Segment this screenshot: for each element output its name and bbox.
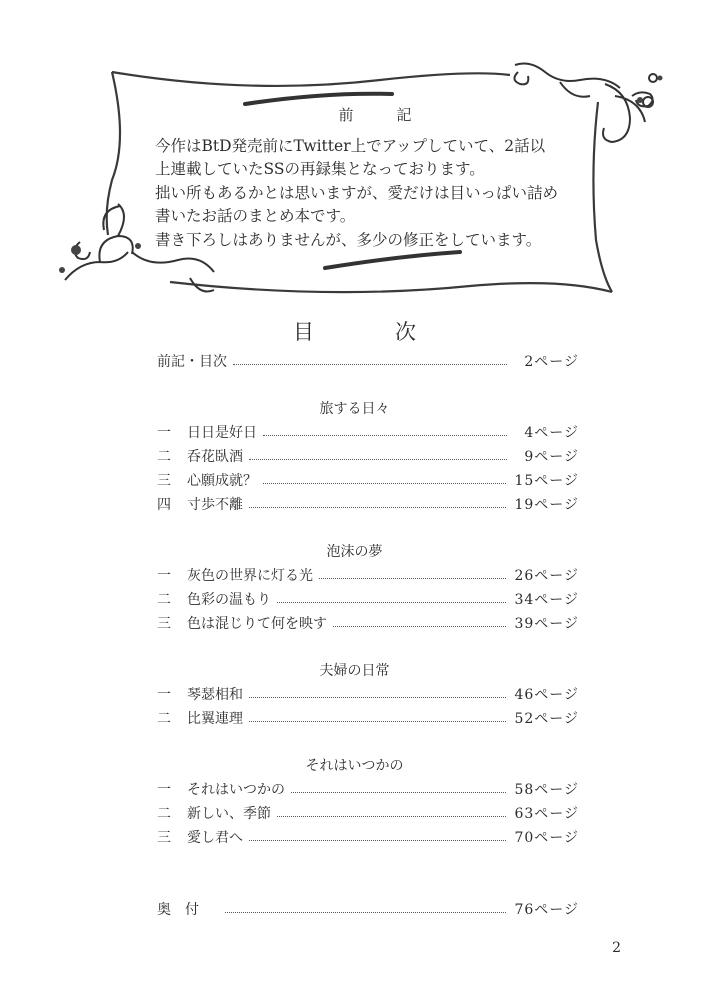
toc-entry (157, 804, 579, 824)
leader-dots (291, 792, 506, 793)
toc-entry-label: 灰色の世界に灯る光 (187, 568, 313, 584)
leader-dots (249, 507, 506, 508)
toc-entry-page: 9ページ (524, 449, 579, 465)
toc-entry-page: 19ページ (514, 497, 579, 513)
toc-entry-number: 二 (157, 711, 171, 727)
preface-section (155, 104, 595, 252)
preface-line: 上連載していたSSの再録集となっております。 (155, 160, 485, 178)
toc-entry-page: 4ページ (524, 425, 579, 441)
toc-entry-number: 一 (157, 425, 171, 441)
toc-entry-page: 46ページ (514, 687, 579, 703)
section-title: 夫婦の日常 (319, 663, 390, 679)
leader-dots (225, 912, 506, 913)
toc-entry-front (157, 352, 579, 372)
toc-entry-label: 色彩の温もり (187, 592, 271, 608)
toc-entry-label: 琴瑟相和 (187, 687, 243, 703)
toc-entry-page: 52ページ (514, 711, 579, 727)
section-title: それはいつかの (305, 758, 404, 774)
leader-dots (249, 721, 506, 722)
toc-entry (157, 709, 579, 729)
toc-entry (157, 423, 579, 443)
toc-entry-label: それはいつかの (187, 782, 285, 798)
preface-line: 拙い所もあるかとは思いますが、愛だけは目いっぱい詰め (155, 183, 559, 202)
toc-entry-label: 日日是好日 (187, 425, 257, 441)
leader-dots (249, 459, 507, 460)
preface-title: 前 記 (338, 106, 426, 124)
toc-entry-page: 63ページ (514, 806, 579, 822)
toc-entry-label: 奥 付 (157, 902, 199, 918)
toc-entry-label: 寸歩不離 (187, 497, 243, 513)
toc-entry-page: 39ページ (514, 616, 579, 632)
toc-entry-number: 一 (157, 568, 171, 584)
toc-entry (157, 590, 579, 610)
toc-entry-page: 15ページ (514, 473, 579, 489)
toc-entry-colophon (157, 900, 579, 920)
leader-dots (277, 602, 506, 603)
leader-dots (263, 435, 507, 436)
toc-entry-number: 二 (157, 449, 171, 465)
toc-entry (157, 828, 579, 848)
section-title: 旅する日々 (319, 401, 390, 417)
toc-entry-label: 愛し君へ (187, 830, 243, 846)
leader-dots (233, 364, 507, 365)
section-title: 泡沫の夢 (326, 544, 383, 560)
toc-entry-number: 三 (157, 616, 171, 632)
toc-entry-label: 心願成就？ (187, 473, 257, 489)
toc-entry-number: 二 (157, 806, 171, 822)
toc-entry-page: 34ページ (514, 592, 579, 608)
preface-line: 書いたお話のまとめ本です。 (155, 207, 356, 225)
toc-entry (157, 495, 579, 515)
leader-dots (333, 626, 506, 627)
toc-entry-number: 一 (157, 782, 171, 798)
preface-line: 書き下ろしはありませんが、多少の修正をしています。 (155, 230, 542, 249)
page-number: 2 (612, 940, 621, 956)
toc-entry-number: 三 (157, 473, 171, 489)
toc-entry-number: 一 (157, 687, 171, 703)
leader-dots (263, 483, 506, 484)
toc-entry-label: 色は混じりて何を映す (187, 616, 327, 632)
toc-entry-label: 比翼連理 (187, 711, 243, 727)
toc-entry-label: 呑花臥酒 (187, 449, 243, 465)
toc-entry-label: 前記・目次 (157, 354, 227, 370)
preface-line: 今作はBtD発売前にTwitter上でアップしていて、2話以 (155, 136, 546, 155)
toc-entry-number: 三 (157, 830, 171, 846)
toc-entry-number: 四 (157, 497, 171, 513)
leader-dots (249, 840, 506, 841)
toc-entry-label: 新しい、季節 (187, 806, 271, 822)
toc-entry (157, 780, 579, 800)
toc-entry-page: 70ページ (514, 830, 579, 846)
toc-entry-number: 二 (157, 592, 171, 608)
leader-dots (277, 816, 506, 817)
toc-title: 目 次 (293, 320, 446, 344)
leader-dots (319, 578, 506, 579)
toc-entry (157, 685, 579, 705)
toc-entry (157, 614, 579, 634)
toc-entry-page: 26ページ (514, 568, 579, 584)
leader-dots (249, 697, 506, 698)
toc-entry-page: 2ページ (524, 354, 579, 370)
toc-entry-page: 58ページ (514, 782, 579, 798)
toc-entry (157, 471, 579, 491)
toc-entry (157, 566, 579, 586)
toc-entry (157, 447, 579, 467)
toc-entry-page: 76ページ (514, 902, 579, 918)
